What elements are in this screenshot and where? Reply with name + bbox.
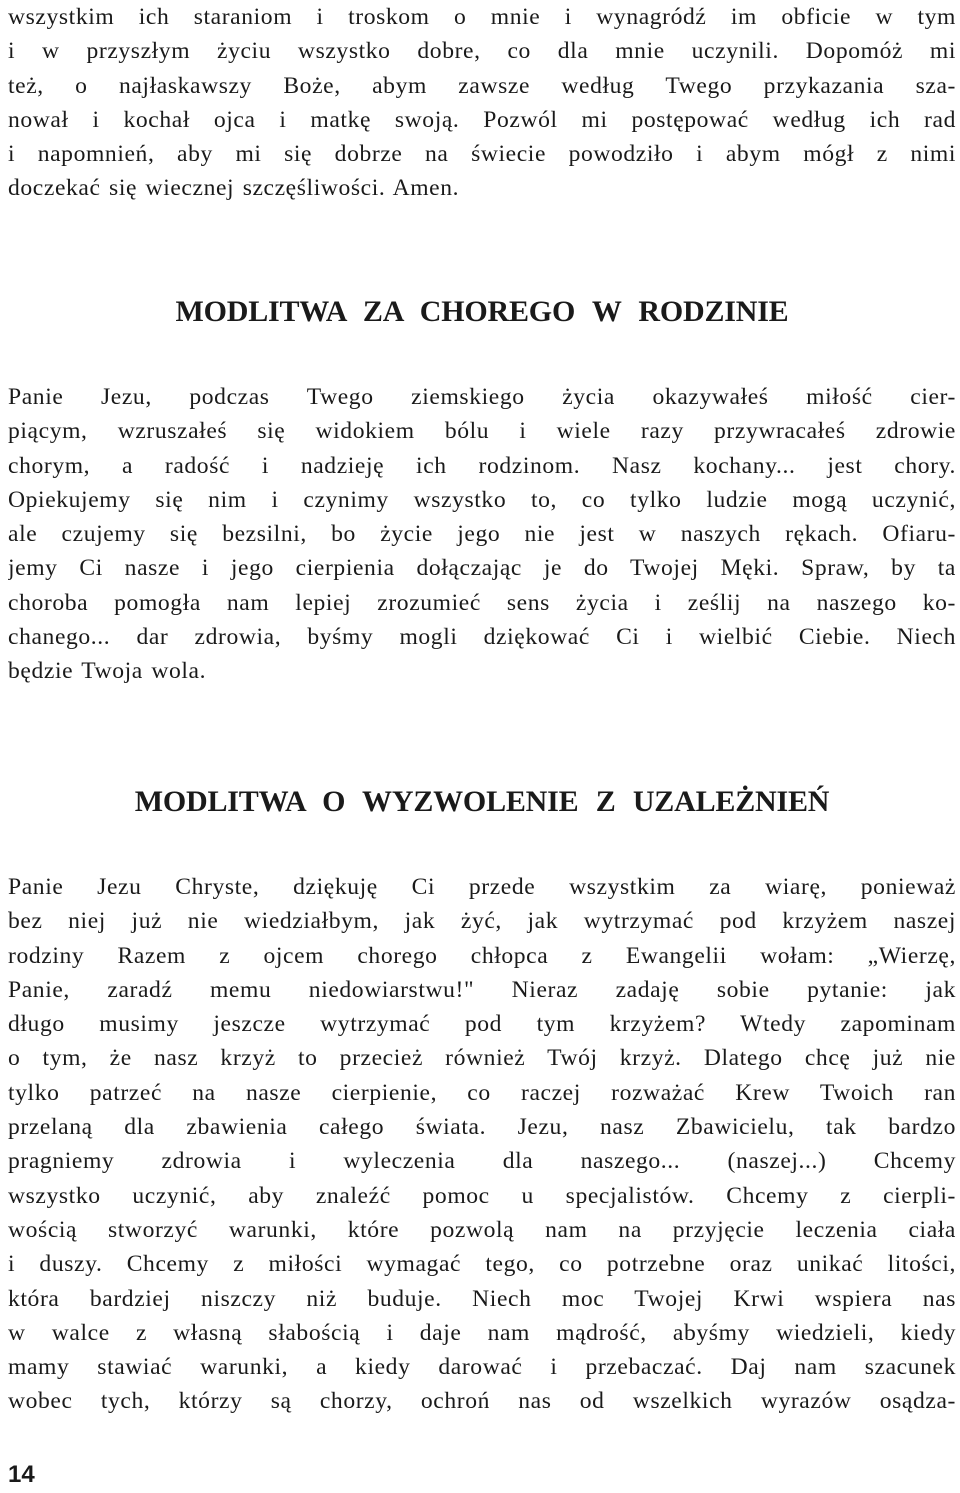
text-line: jemy Ci nasze i jego cierpienia dołączając je do Twojej Męki. Spraw, by ta — [8, 555, 956, 582]
text-line: będzie Twoja wola. — [8, 658, 207, 685]
text-line: chanego... dar zdrowia, byśmy mogli dziękować Ci i wielbić Ciebie. Niech — [8, 624, 956, 651]
text-line: chorym, a radość i nadzieję ich rodzinom. Nasz kochany... jest chory. — [8, 452, 956, 479]
text-line: o tym, że nasz krzyż to przecież również Twój krzyż. Dlatego chcę już nie — [8, 1045, 956, 1072]
page-number: 14 — [8, 1461, 35, 1488]
text-line: i w przyszłym życiu wszystko dobre, co dla mnie uczynili. Dopomóż mi — [8, 38, 956, 65]
text-line: mamy stawiać warunki, a kiedy darować i przebaczać. Daj nam szacunek — [8, 1354, 956, 1381]
text-line: choroba pomogła nam lepiej zrozumieć sens życia i ześlij na naszego ko- — [8, 589, 956, 616]
heading-addiction-prayer: MODLITWA O WYZWOLENIE Z UZALEŻNIEŃ — [134, 785, 830, 818]
text-line: też, o najłaskawszy Boże, abym zawsze według Twego przykazania sza- — [8, 72, 956, 99]
text-line: długo musimy jeszcze wytrzymać pod tym krzyżem? Wtedy zapominam — [8, 1011, 956, 1038]
text-line: Panie, zaradź memu niedowiarstwu!" Nieraz zadaję sobie pytanie: jak — [8, 976, 956, 1003]
sick-prayer-paragraph — [8, 380, 956, 689]
text-line: pragniemy zdrowia i wyleczenia dla naszego... (naszej...) Chcemy — [8, 1148, 956, 1175]
text-line: i duszy. Chcemy z miłości wymagać tego, co potrzebne oraz unikać litości, — [8, 1251, 956, 1278]
addiction-prayer-paragraph — [8, 870, 956, 1419]
text-line: Panie Jezu, podczas Twego ziemskiego życia okazywałeś miłość cier- — [8, 384, 956, 410]
text-line: piącym, wzruszałeś się widokiem bólu i wiele razy przywracałeś zdrowie — [8, 418, 956, 445]
text-line: Opiekujemy się nim i czynimy wszystko to, co tylko ludzie mogą uczynić, — [8, 486, 956, 513]
text-line: Panie Jezu Chryste, dziękuję Ci przede wszystkim za wiarę, ponieważ — [8, 874, 956, 900]
text-line: wobec tych, którzy są chorzy, ochroń nas od wszelkich wyrazów osądza- — [8, 1388, 956, 1415]
heading-sick-prayer: MODLITWA ZA CHOREGO W RODZINIE — [175, 295, 789, 328]
text-line: tylko patrzeć na nasze cierpienie, co raczej rozważać Krew Twoich ran — [8, 1079, 956, 1106]
text-line: wszystko uczynić, aby znaleźć pomoc u specjalistów. Chcemy z cierpli- — [8, 1182, 956, 1209]
text-line: doczekać się wiecznej szczęśliwości. Amen. — [8, 175, 460, 202]
text-line: rodziny Razem z ojcem chorego chłopca z Ewangelii wołam: „Wierzę, — [8, 942, 956, 969]
text-line: wością stworzyć warunki, które pozwolą nam na przyjęcie leczenia ciała — [8, 1216, 956, 1243]
text-line: w walce z własną słabością i daje nam mądrość, abyśmy wiedzieli, kiedy — [8, 1319, 956, 1346]
text-line: bez niej już nie wiedziałbym, jak żyć, jak wytrzymać pod krzyżem naszej — [8, 908, 956, 935]
text-line: która bardziej niszczy niż buduje. Niech moc Twojej Krwi wspiera nas — [8, 1285, 956, 1312]
text-line: wszystkim ich staraniom i troskom o mnie i wynagródź im obficie w tym — [8, 4, 956, 30]
text-line: ale czujemy się bezsilni, bo życie jego nie jest w naszych rękach. Ofiaru- — [8, 521, 956, 548]
text-line: i napomnień, aby mi się dobrze na świecie powodziło i abym mógł z nimi — [8, 141, 956, 168]
text-line: nował i kochał ojca i matkę swoją. Pozwól mi postępować według ich rad — [8, 106, 956, 133]
intro-paragraph — [8, 0, 956, 206]
text-line: przelaną dla zbawienia całego świata. Jezu, nasz Zbawicielu, tak bardzo — [8, 1114, 956, 1141]
